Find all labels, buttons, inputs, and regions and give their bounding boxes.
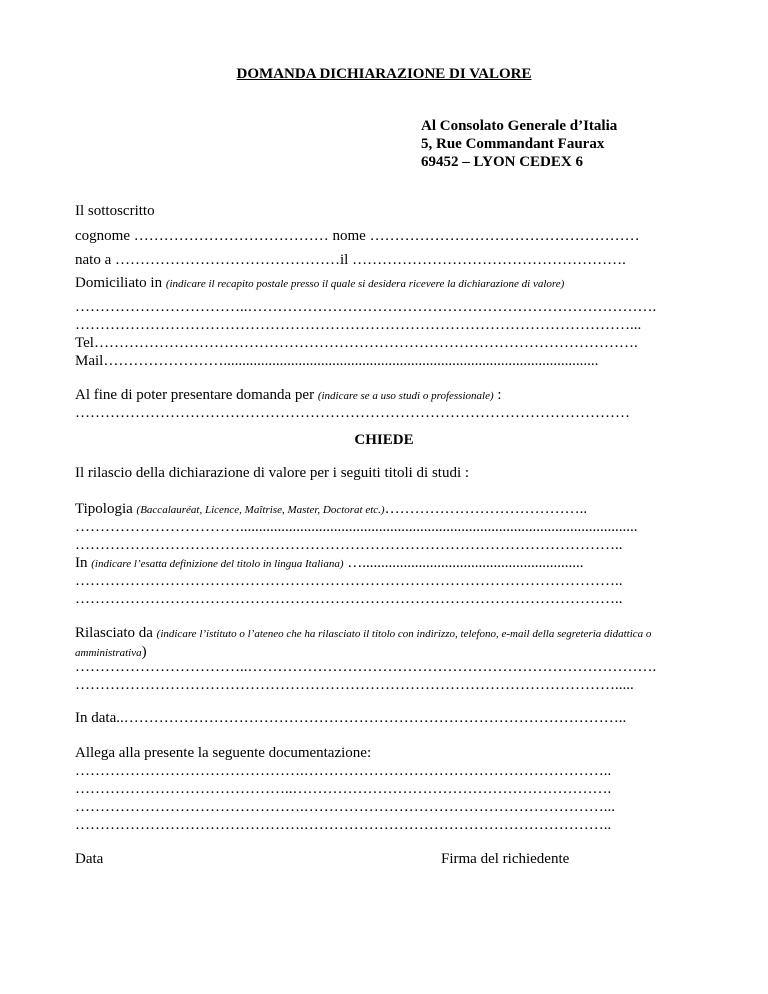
document-title: DOMANDA DICHIARAZIONE DI VALORE [236, 66, 532, 82]
in-data-row [75, 709, 626, 727]
nome-label: nome [332, 228, 366, 244]
nato-field[interactable]: ……………………………………… [114, 252, 340, 268]
nato-row [75, 251, 626, 269]
in-row [75, 554, 584, 573]
rilasciato-field-2[interactable]: ………………………………………………………………………………………………..... [75, 677, 634, 693]
intro-text: Il sottoscritto [75, 203, 155, 219]
nato-label: nato a [75, 252, 112, 268]
nome-field[interactable]: ……………………………………………… [369, 228, 640, 244]
request-text: Il rilascio della dichiarazione di valore per i seguiti titoli di studi : [75, 465, 470, 481]
rilasciato-close: ) [141, 644, 147, 660]
il-field[interactable]: ………………………………………………. [352, 252, 626, 268]
in-label: In [75, 555, 88, 571]
tipologia-note: (Baccalauréat, Licence, Maîtrise, Master, Doctorat etc.) [136, 504, 385, 516]
in-field[interactable]: …........................................................... [347, 555, 584, 571]
rilasciato-field-1[interactable]: ……………………………..………………………………………………………………………. [75, 659, 657, 675]
allega-field-2[interactable]: ……………………………………..………………………………………………………. [75, 781, 612, 797]
tipologia-row [75, 500, 587, 519]
il-label: il [339, 252, 349, 268]
tipologia-field-3[interactable]: ……………………………………………………………………………………………….. [75, 537, 623, 553]
rilasciato-note: (indicare l’istituto o l’ateneo che ha rilasciato il titolo con indirizzo, telefono, e-mail della segreteria didattica o amministrativa [75, 628, 652, 659]
domicilio-row [75, 274, 564, 293]
domicilio-label: Domiciliato in [75, 275, 163, 291]
in-field-3[interactable]: ……………………………………………………………………………………………….. [75, 591, 623, 607]
rilasciato-label: Rilasciato da [75, 625, 153, 641]
chiede-heading: CHIEDE [354, 432, 414, 448]
mail-row [75, 352, 598, 370]
mail-field[interactable]: …………………….................................................................................................... [103, 353, 599, 369]
data-label: Data [75, 851, 104, 867]
rilasciato-row [75, 624, 685, 662]
firma-label: Firma del richiedente [441, 851, 570, 867]
cognome-label: cognome [75, 228, 130, 244]
tel-label: Tel [75, 335, 94, 351]
domicilio-field-2[interactable]: …………………………………………………………………………………………………... [75, 317, 642, 333]
allega-label: Allega alla presente la seguente documentazione: [75, 745, 372, 761]
mail-label: Mail [75, 353, 104, 369]
domicilio-field-1[interactable]: ……………………………..………………………………………………………………………. [75, 299, 657, 315]
cognome-nome-row [75, 227, 640, 245]
tipologia-field-2[interactable]: …………………………….......................................................................................................... [75, 519, 638, 535]
recipient-line-1: Al Consolato Generale d’Italia [421, 118, 618, 134]
in-field-2[interactable]: ……………………………………………………………………………………………….. [75, 573, 623, 589]
purpose-label: Al fine di poter presentare domanda per [75, 387, 315, 403]
allega-field-4[interactable]: ……………………………………….…………………………………………………….. [75, 817, 612, 833]
purpose-note: (indicare se a uso studi o professionale) [317, 390, 494, 402]
purpose-colon: : [493, 387, 502, 403]
in-data-label: In data.. [75, 710, 124, 726]
cognome-field[interactable]: ………………………………… [133, 228, 333, 244]
purpose-field[interactable]: ………………………………………………………………………………………………… [75, 405, 630, 421]
allega-field-3[interactable]: ……………………………………….……………………………………………………... [75, 799, 615, 815]
tel-row [75, 334, 638, 352]
allega-field-1[interactable]: ……………………………………….…………………………………………………….. [75, 763, 612, 779]
tel-field[interactable]: ………………………………………………………………………………………………. [93, 335, 638, 351]
purpose-row [75, 386, 502, 405]
domicilio-note: (indicare il recapito postale presso il quale si desidera ricevere la dichiarazione di valore) [165, 278, 565, 290]
in-note: (indicare l’esatta definizione del titolo in lingua Italiana) [91, 558, 344, 570]
tipologia-field[interactable]: ………………………………….. [384, 501, 588, 517]
in-data-field[interactable]: ……………………………………………………………………………………….. [123, 710, 627, 726]
recipient-line-3: 69452 – LYON CEDEX 6 [421, 154, 583, 170]
recipient-line-2: 5, Rue Commandant Faurax [421, 136, 605, 152]
tipologia-label: Tipologia [75, 501, 133, 517]
